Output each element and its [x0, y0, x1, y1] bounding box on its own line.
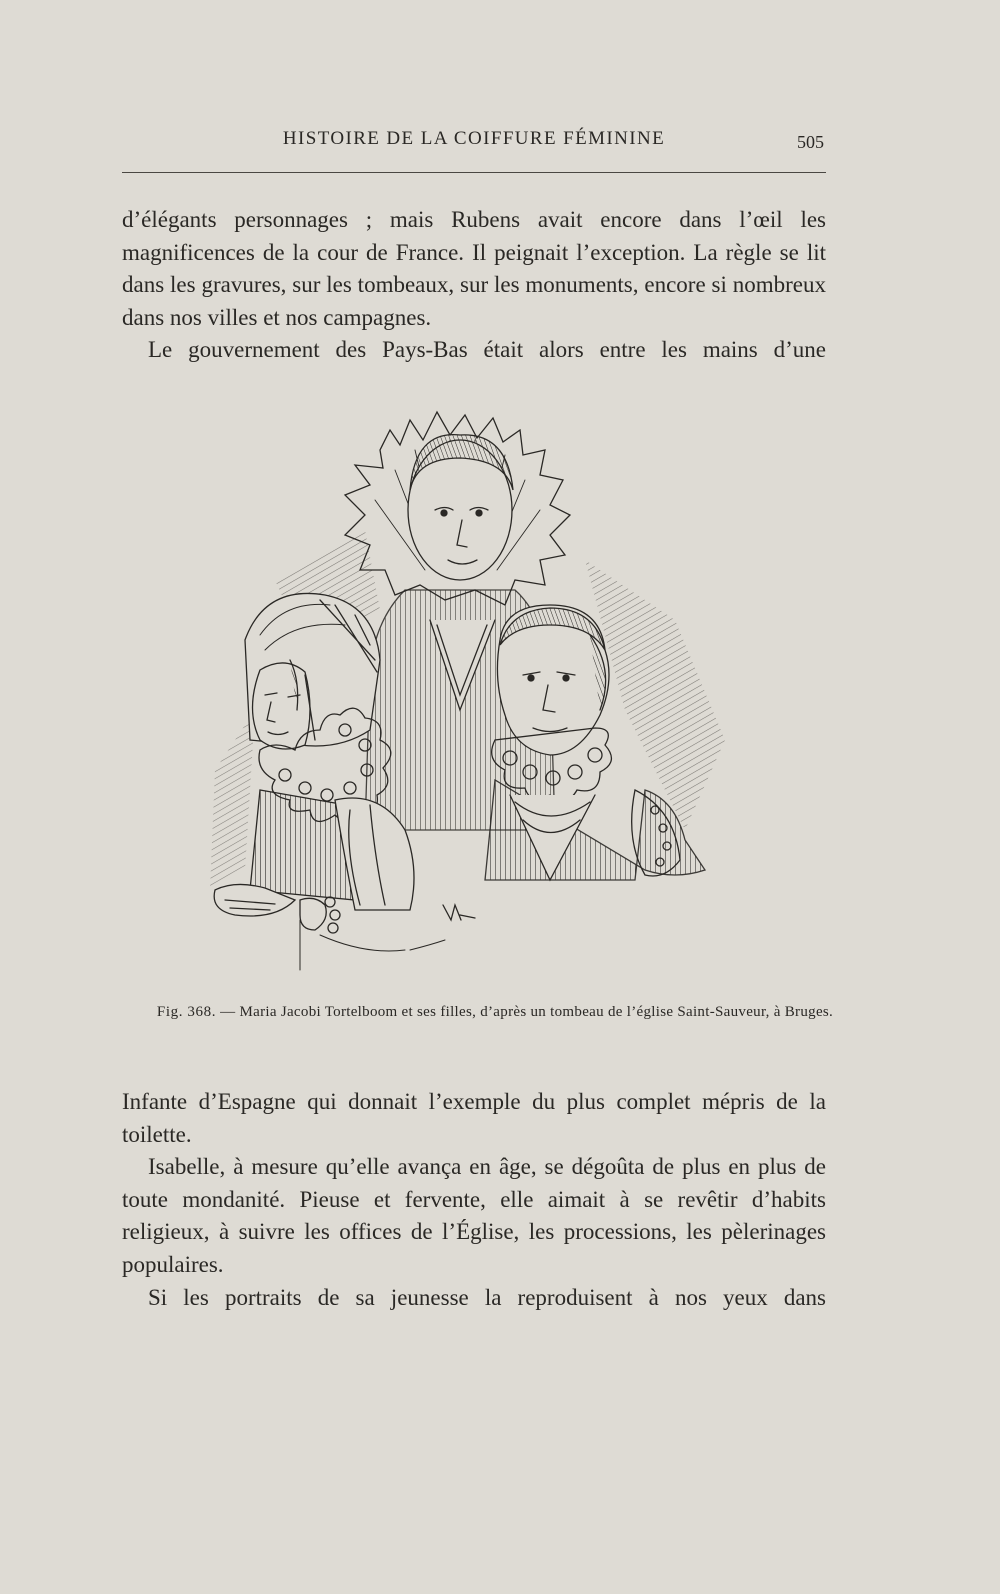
- paragraph: Infante d’Espagne qui donnait l’exemple du plus complet mépris de la toilette.: [122, 1089, 826, 1147]
- text-block-bottom: [122, 1086, 826, 1314]
- figure-label: Fig. 368.: [156, 1004, 217, 1020]
- running-title: HISTOIRE DE LA COIFFURE FÉMININE: [282, 128, 666, 149]
- paragraph: Si les portraits de sa jeunesse la reproduisent à nos yeux dans: [148, 1284, 826, 1310]
- paragraph: Isabelle, à mesure qu’elle avança en âge, se dégoûta de plus en plus de toute mondanité. Pieuse et fervente, elle aimait à se revêtir d’habits religieux, à suivre les offices de l’Église, les processions, les pèlerinages populaires.: [122, 1154, 826, 1277]
- paragraph: d’élégants personnages ; mais Rubens avait encore dans l’œil les magnificences de la cour de France. Il peignait l’exception. La règle se lit dans les gravures, sur les tombeaux, sur les monuments, encore si nombreux dans nos villes et nos campagnes.: [122, 207, 826, 330]
- engraving-illustration: [205, 410, 755, 990]
- header-rule: [122, 172, 826, 173]
- three-women-engraving: [205, 410, 755, 990]
- page-number: 505: [797, 132, 824, 152]
- running-head: [122, 124, 826, 152]
- paragraph: Le gouvernement des Pays-Bas était alors entre les mains d’une: [148, 337, 826, 363]
- text-block-top: [122, 204, 826, 367]
- figure-caption: [150, 1002, 840, 1023]
- figure-caption-text: — Maria Jacobi Tortelboom et ses filles, d’après un tombeau de l’église Saint-Sauveur, à Bruges.: [220, 1004, 834, 1020]
